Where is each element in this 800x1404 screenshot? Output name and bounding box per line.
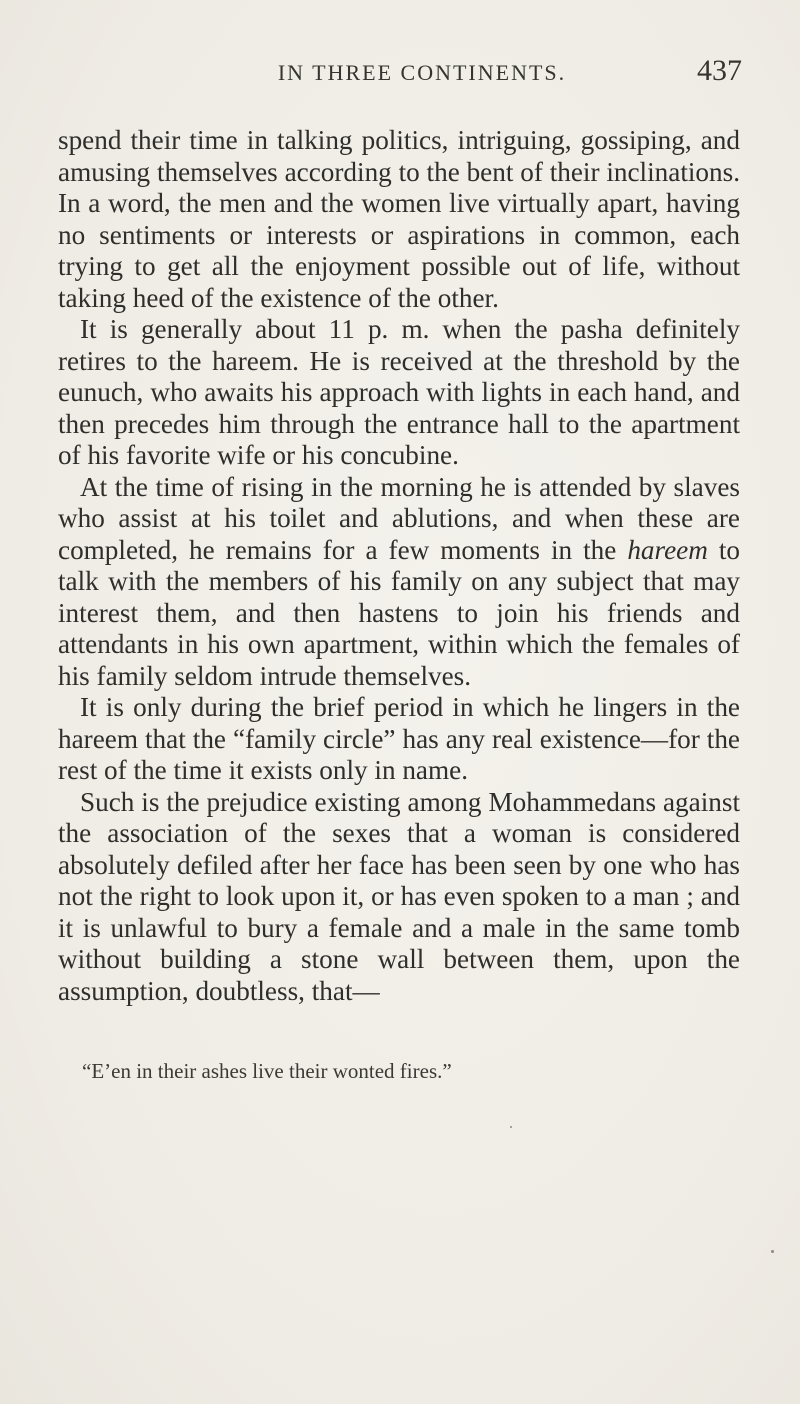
paragraph-3-part-2: to talk with the members of his family on any subject that may interest them, and then hastens to join his friends and attendants in his own apartment, within which the females of his family seldom intrude themselves. xyxy=(58,534,740,691)
italic-hareem: hareem xyxy=(627,534,708,565)
running-title: IN THREE CONTINENTS. xyxy=(277,60,567,85)
paragraph-4: It is only during the brief period in which he lingers in the hareem that the “family circle” has any real existence—for the rest of the time it exists only in name. xyxy=(58,692,740,785)
paper-speck xyxy=(771,1250,774,1253)
paragraph-5: Such is the prejudice existing among Mohammedans against the association of the sexes that a woman is considered absolutely defiled after her face has been seen by one who has not the right to look upon it, or has even spoken to a man ; and it is unlawful to bury a female and a male in the same tomb without building a stone wall between them, upon the assumption, doubtless, that— xyxy=(58,786,740,1006)
paper-speck xyxy=(510,1126,512,1128)
running-header xyxy=(58,52,742,92)
page-number: 437 xyxy=(697,54,742,87)
paragraph-1: spend their time in talking politics, intriguing, gossiping, and amusing themselves according to the bent of their inclinations. In a word, the men and the women live virtually apart, having no sentiments or interests or aspirations in common, each trying to get all the enjoyment possible out of life, without taking heed of the existence of the other. xyxy=(58,125,740,313)
quotation-line xyxy=(82,1058,682,1084)
body-text xyxy=(58,125,740,1007)
paragraph-3 xyxy=(58,472,740,693)
paragraph-3-part-1: At the time of rising in the morning he is attended by slaves who assist at his toilet and ablutions, and when these are completed, he remains for a few moments in the xyxy=(58,471,740,565)
quotation-text: “E’en in their ashes live their wonted fires.” xyxy=(82,1059,452,1083)
paragraph-2: It is generally about 11 p. m. when the pasha definitely retires to the hareem. He is received at the threshold by the eunuch, who awaits his approach with lights in each hand, and then precedes him through the entrance hall to the apartment of his favorite wife or his concubine. xyxy=(58,314,740,470)
